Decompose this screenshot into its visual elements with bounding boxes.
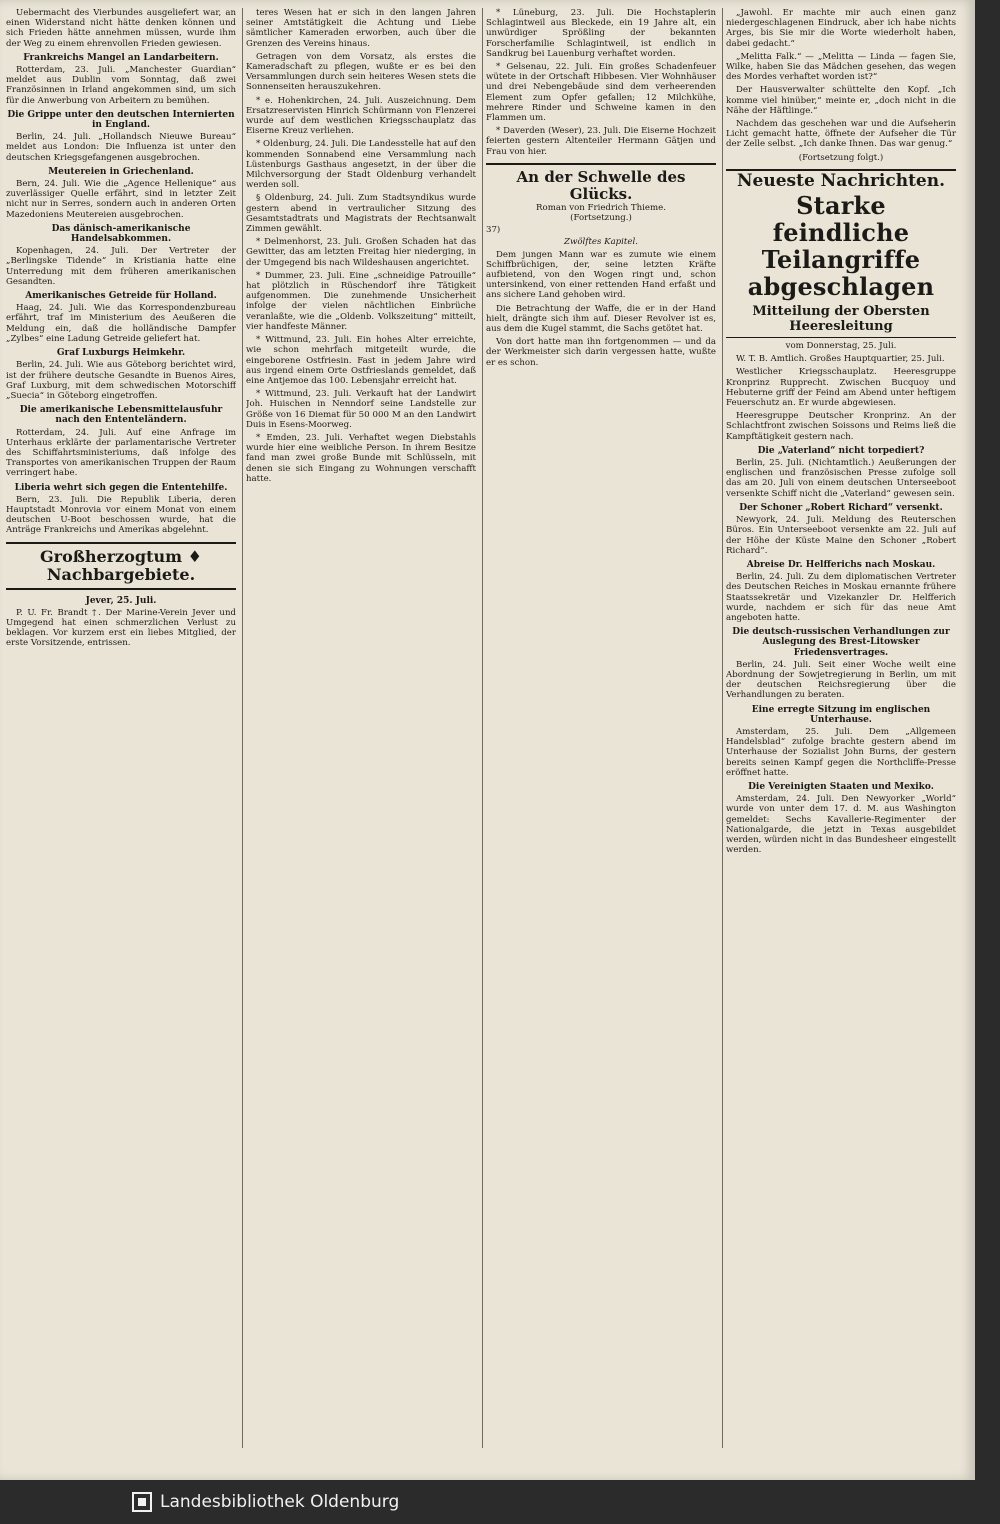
column-rule (722, 8, 723, 1448)
novel-continuation: (Fortsetzung.) (570, 213, 632, 224)
headline: Frankreichs Mangel an Landarbeitern. (23, 52, 219, 63)
novel-text: Nachdem das geschehen war und die Aufseherin Licht gemacht hatte, öffnete der Aufseher die Tür der Zelle selbst. „Ich danke Ihnen. Das war genug.“ (726, 119, 956, 150)
novel-text: Der Hausverwalter schüttelte den Kopf. „Ich komme viel hinüber,“ meinte er, „doch nicht in die Nähe der Häftlinge.“ (726, 85, 956, 116)
novel-title: An der Schwelle des Glücks. (486, 163, 716, 203)
column-rule (242, 8, 243, 1448)
main-headline: Starke feindliche Teilangriffe abgeschlagen (747, 191, 935, 302)
headline: Meutereien in Griechenland. (48, 166, 194, 177)
report-date: vom Donnerstag, 25. Juli. (785, 341, 897, 352)
library-name: Landesbibliothek Oldenburg (160, 1492, 400, 1512)
article-text: Berlin, 24. Juli. Zu dem diplomatischen Vertreter des Deutschen Reiches in Moskau ernannte frühere Staatssekretär und Vizekanzler Dr. Helfferich wurde, nachdem er sich für das neue Amt angeboten hatte. (726, 572, 956, 623)
library-logo-icon (132, 1492, 152, 1512)
article-intro: Uebermacht des Vierbundes ausgeliefert war, an einen Widerstand nicht hätte denken können und sich Frieden hätte annehmen müssen, wurde ihm der Weg zu einem ehrenvollen Frieden gewiesen. (6, 8, 236, 49)
headline: Die Grippe unter den deutschen Internierten in England. (7, 109, 235, 131)
article-text: Berlin, 25. Juli. (Nichtamtlich.) Aeußerungen der englischen und französischen Presse zufolge soll das am 20. Juli von einem deutschen Unterseeboot versenkte Schiff nicht die „Vaterland“ gewesen sein. (726, 458, 956, 499)
headline: Die amerikanische Lebensmittelausfuhr nach den Ententeländern. (19, 405, 223, 426)
article-text: Amsterdam, 24. Juli. Den Newyorker „World“ wurde von unter dem 17. d. M. aus Washington gemeldet: Sechs Kavallerie-Regimenter der Nationalgarde, die jetzt in Texas ausgebildet werden, würden nicht in das Bundesheer eingestellt werden. (726, 794, 956, 856)
article-text: Berlin, 24. Juli. „Hollandsch Nieuwe Bureau“ meldet aus London: Die Influenza ist unter den deutschen Kriegsgefangenen ausgebrochen. (6, 132, 236, 163)
headline: Die Vereinigten Staaten und Mexiko. (748, 781, 934, 792)
article-text: Rotterdam, 24. Juli. Auf eine Anfrage im Unterhaus erklärte der parlamentarische Vertreter des Schiffahrtsministeriums, daß infolge des Transportes von amerikanischen Truppen der Raum verringert habe. (6, 427, 236, 479)
column-rule (482, 8, 483, 1448)
headline: Graf Luxburgs Heimkehr. (56, 348, 186, 359)
headline: Das dänisch-amerikanische Handelsabkommen. (51, 223, 191, 245)
dateline: Jever, 25. Juli. (85, 595, 157, 606)
article-text: * Wittmund, 23. Juli. Verkauft hat der Landwirt Joh. Huischen in Nenndorf seine Landstelle zur Größe von 16 Diemat für 50 000 M an den Landwirt Duis in Esens-Moorweg. (246, 389, 476, 430)
headline: Amerikanisches Getreide für Holland. (25, 291, 217, 302)
article-text: Kopenhagen, 24. Juli. Der Vertreter der „Berlingske Tidende“ in Kristiania hatte eine Unterredung mit dem früheren amerikanischen Gesandten. (6, 246, 236, 287)
novel-text: „Melitta Falk.“ — „Melitta — Linda — fagen Sie, Wilke, haben Sie das Mädchen gesehen, das wegen des Mordes verhaftet worden ist?“ (726, 51, 956, 83)
column-1 (6, 8, 236, 1468)
novel-author: Roman von Friedrich Thieme. (536, 202, 666, 213)
chapter-heading: Zwölftes Kapitel. (564, 237, 638, 248)
continuation-note: (Fortsetzung folgt.) (798, 152, 884, 163)
section-heading: Großherzogtum ♦ Nachbargebiete. (6, 542, 236, 590)
column-3 (486, 8, 716, 1468)
article-text: Berlin, 24. Juli. Wie aus Göteborg berichtet wird, ist der frühere deutsche Gesandte in Buenos Aires, Graf Luxburg, mit dem schwedischen Motorschiff „Suecia“ in Göteborg eingetroffen. (6, 360, 236, 401)
headline: Der Schoner „Robert Richard“ versenkt. (739, 502, 943, 513)
headline: Liberia wehrt sich gegen die Ententehilfe. (14, 482, 228, 493)
novel-installment-number: 37) (486, 225, 501, 236)
article-text: Getragen von dem Vorsatz, als erstes die Kameradschaft zu pflegen, wußte er es bei den Versammlungen durch sein heiteres Wesen stets die Sonnenseiten herauszukehren. (246, 51, 476, 93)
news-section-label: Neueste Nachrichten. (726, 169, 956, 186)
headline: Abreise Dr. Helfferichs nach Moskau. (746, 559, 936, 570)
article-text: Westlicher Kriegsschauplatz. Heeresgruppe Kronprinz Rupprecht. Zwischen Bucquoy und Hebuterne griff der Feind am Abend unter heftigem Feuerschutz an. Er wurde abgewiesen. (726, 367, 956, 409)
article-text: W. T. B. Amtlich. Großes Hauptquartier, 25. Juli. (736, 354, 945, 365)
column-4 (726, 8, 956, 1468)
article-text: Rotterdam, 23. Juli. „Manchester Guardian“ meldet aus Dublin vom Sonntag, daß zwei Französinnen in Irland angekommen sind, um sich für die Anwerbung von Arbeitern zu bemühen. (6, 65, 236, 106)
article-text: Berlin, 24. Juli. Seit einer Woche weilt eine Abordnung der Sowjetregierung in Berlin, um mit der deutschen Reichsregierung über die Verhandlungen zu beraten. (726, 659, 956, 701)
article-text: Amsterdam, 25. Juli. Dem „Allgemeen Handelsblad“ zufolge brachte gestern abend im Unterhause der Sozialist John Burns, der gestern bereits seinen Kampf gegen die Northcliffe-Presse eröffnet hatte. (726, 726, 956, 778)
article-text: * Daverden (Weser), 23. Juli. Die Eiserne Hochzeit feierten gestern Altenteiler Hermann Gätjen und Frau von hier. (486, 126, 716, 157)
newspaper-page (6, 8, 956, 1468)
article-text: Haag, 24. Juli. Wie das Korrespondenzbureau erfährt, traf im Ministerium des Aeußeren die Meldung ein, daß die holländische Dampfer „Zylbes“ eine Ladung Getreide geliefert hat. (6, 303, 236, 344)
column-2 (246, 8, 476, 1468)
novel-text: „Jawohl. Er machte mir auch einen ganz niedergeschlagenen Eindruck, aber ich habe nichts Arges, bis Sie mir die Worte wiederholt haben, dabei gedacht.“ (726, 8, 956, 49)
novel-text: Von dort hatte man ihn fortgenommen — und da der Werkmeister sich darin vergessen hatte, wußte er es schon. (486, 337, 716, 368)
article-text: * Oldenburg, 24. Juli. Die Landesstelle hat auf den kommenden Sonnabend eine Versammlung nach Lüstenburgs Gasthaus angesetzt, in der über die Milchversorgung der Stadt Oldenburg verhandelt werden soll. (246, 139, 476, 191)
headline: Die „Vaterland“ nicht torpediert? (757, 445, 925, 456)
article-text: * Dummer, 23. Juli. Eine „schneidige Patrouille“ hat plötzlich in Rüschendorf ihre Tätigkeit aufgenommen. Die zunehmende Unsicherheit infolge der vielen nächtlichen Einbrüche veranlaßte, wie die „Oldenb. Volkszeitung“ mitteilt, vier handfeste Männer. (246, 270, 476, 332)
article-text: * Gelsenau, 22. Juli. Ein großes Schadenfeuer wütete in der Ortschaft Hibbesen. Vier Wohnhäuser und drei Nebengebäude sind dem verheerenden Element zum Opfer gefallen; 12 Milchkühe, mehrere Rinder und Schweine kamen in den Flammen um. (486, 62, 716, 124)
novel-text: Dem jungen Mann war es zumute wie einem Schiffbrüchigen, der, seine letzten Kräfte aufbietend, von den Wogen ringt und, schon untersinkend, von einer rettenden Hand erfaßt und ans sichere Land gehoben wird. (486, 249, 716, 301)
headline: Die deutsch-russischen Verhandlungen zur Auslegung des Brest-Litowsker Friedensvertrages. (732, 627, 950, 658)
article-text: P. U. Fr. Brandt †. Der Marine-Verein Jever und Umgegend hat einen schmerzlichen Verlust zu beklagen. Vor kurzem erst ein liebes Mitglied, der erste Vorsitzende, entrissen. (6, 607, 236, 649)
article-text: * e. Hohenkirchen, 24. Juli. Auszeichnung. Dem Ersatzreservisten Hinrich Schürmann von Flenzerei wurde auf dem westlichen Kriegsschauplatz das Eiserne Kreuz verliehen. (246, 95, 476, 137)
headline-subtitle: Mitteilung der Obersten Heeresleitung (726, 304, 956, 338)
article-text: * Emden, 23. Juli. Verhaftet wegen Diebstahls wurde hier eine weibliche Person. In ihrem Besitze fand man zwei große Bunde mit Schlüsseln, mit denen sie sich Eingang zu Wohnungen verschafft hatte. (246, 432, 476, 484)
article-text: * Lüneburg, 23. Juli. Die Hochstaplerin Schlagintweil aus Bleckede, ein 19 Jahre alt, ein unwürdiger Sprößling der bekannten Forscherfamilie Schlagintweil, ist endlich in Sandkrug bei Lauenburg verhaftet worden. (486, 8, 716, 59)
headline: Eine erregte Sitzung im englischen Unterhause. (751, 704, 931, 725)
article-text: § Oldenburg, 24. Juli. Zum Stadtsyndikus wurde gestern abend in vertraulicher Sitzung des Gesamtstadtrats und Magistrats der Rechtsanwalt Zimmen gewählt. (246, 193, 476, 235)
article-text: Heeresgruppe Deutscher Kronprinz. An der Schlachtfront zwischen Soissons und Reims ließ die Kampftätigkeit gestern nach. (726, 411, 956, 442)
article-text: Bern, 23. Juli. Die Republik Liberia, deren Hauptstadt Monrovia vor einem Monat von einem deutschen U-Boot beschossen wurde, hat die Anträge Frankreichs und Amerikas abgelehnt. (6, 494, 236, 536)
article-text: * Delmenhorst, 23. Juli. Großen Schaden hat das Gewitter, das am letzten Freitag hier niederging, in der Umgegend bis nach Wildeshausen angerichtet. (246, 237, 476, 268)
novel-text: Die Betrachtung der Waffe, die er in der Hand hielt, drängte sich ihm auf. Dieser Revolver ist es, aus dem die Kugel stammt, die Sachs getötet hat. (486, 303, 716, 335)
article-text: * Wittmund, 23. Juli. Ein hohes Alter erreichte, wie schon mehrfach mitgeteilt wurde, die eingeborene Ostfriesin. Fast in jedem Jahre wird aus irgend einem Orte Ostfrieslands gemeldet, daß eine Antjemoe das 100. Lebensjahr erreicht hat. (246, 335, 476, 386)
article-text: teres Wesen hat er sich in den langen Jahren seiner Amtstätigkeit die Achtung und Liebe sämtlicher Kameraden erworben, auch über die Grenzen des Vereins hinaus. (246, 8, 476, 49)
viewer-footer (0, 1480, 1000, 1524)
article-text: Newyork, 24. Juli. Meldung des Reuterschen Büros. Ein Unterseeboot versenkte am 22. Juli auf der Höhe der Küste Maine den Schoner „Robert Richard“. (726, 515, 956, 556)
article-text: Bern, 24. Juli. Wie die „Agence Hellenique“ aus zuverlässiger Quelle erfährt, sind in letzter Zeit nicht nur in Serres, sondern auch in anderen Orten Mazedoniens Meutereien ausgebrochen. (6, 179, 236, 220)
